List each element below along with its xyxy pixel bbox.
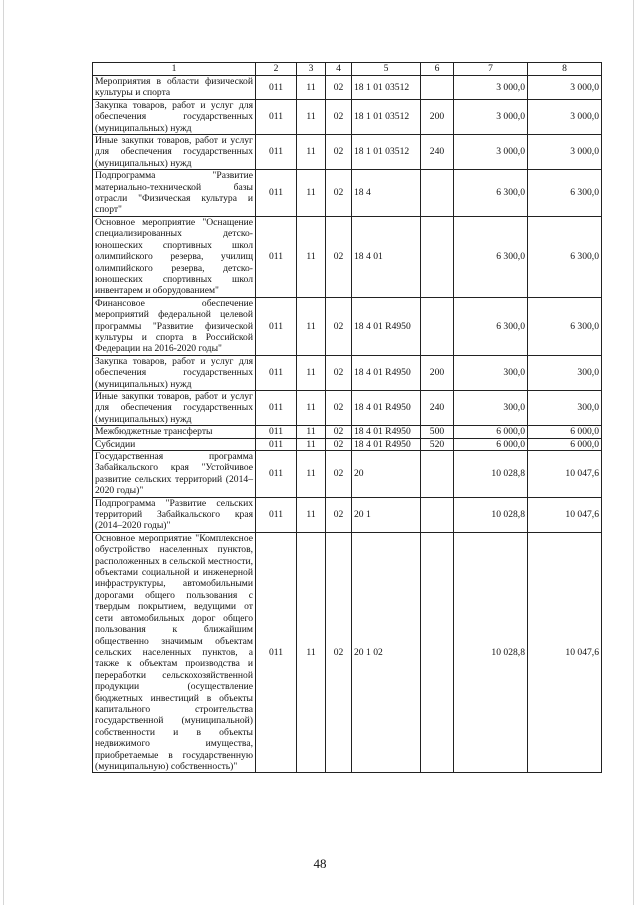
cell-amount-col7: 3 000,0 <box>454 135 528 170</box>
cell-amount-col8: 6 300,0 <box>528 170 602 217</box>
row-name: Иные закупки товаров, работ и услуг для обеспечения государственных (муниципальных) нужд <box>93 390 256 425</box>
cell-admin-code: 011 <box>256 426 297 438</box>
cell-subsection: 02 <box>326 426 352 438</box>
cell-admin-code: 011 <box>256 438 297 450</box>
row-name: Финансовое обеспечение мероприятий федеральной целевой программы "Развитие физической культуры и спорта в Российской Федерации на 2016-2020 годы" <box>93 297 256 355</box>
row-name: Закупка товаров, работ и услуг для обеспечения государственных (муниципальных) нужд <box>93 355 256 390</box>
cell-amount-col8: 6 300,0 <box>528 297 602 355</box>
cell-section: 11 <box>297 390 326 425</box>
table-row <box>93 99 602 134</box>
cell-target-article: 18 1 01 03512 <box>352 99 421 134</box>
cell-expense-type <box>421 170 454 217</box>
cell-amount-col8: 6 000,0 <box>528 426 602 438</box>
cell-amount-col8: 3 000,0 <box>528 99 602 134</box>
cell-target-article: 18 4 01 R4950 <box>352 438 421 450</box>
column-header: 6 <box>421 63 454 76</box>
cell-expense-type <box>421 532 454 773</box>
cell-admin-code: 011 <box>256 451 297 498</box>
cell-target-article: 18 4 01 <box>352 216 421 297</box>
row-name: Подпрограмма "Развитие сельских территорий Забайкальского края (2014–2020 годы)" <box>93 497 256 532</box>
table-row <box>93 497 602 532</box>
table-row <box>93 426 602 438</box>
cell-admin-code: 011 <box>256 76 297 100</box>
cell-amount-col7: 10 028,8 <box>454 532 528 773</box>
cell-target-article: 20 1 <box>352 497 421 532</box>
cell-admin-code: 011 <box>256 390 297 425</box>
cell-subsection: 02 <box>326 438 352 450</box>
cell-admin-code: 011 <box>256 135 297 170</box>
column-header: 4 <box>326 63 352 76</box>
cell-amount-col7: 3 000,0 <box>454 76 528 100</box>
cell-subsection: 02 <box>326 497 352 532</box>
cell-subsection: 02 <box>326 451 352 498</box>
cell-subsection: 02 <box>326 390 352 425</box>
cell-amount-col8: 3 000,0 <box>528 76 602 100</box>
cell-amount-col7: 6 300,0 <box>454 170 528 217</box>
column-header: 7 <box>454 63 528 76</box>
cell-section: 11 <box>297 76 326 100</box>
column-header: 5 <box>352 63 421 76</box>
left-page-edge <box>3 0 4 905</box>
cell-expense-type: 520 <box>421 438 454 450</box>
cell-amount-col7: 6 000,0 <box>454 438 528 450</box>
row-name: Государственная программа Забайкальского края "Устойчивое развитие сельских территорий (2014–2020 годы)" <box>93 451 256 498</box>
cell-amount-col7: 6 300,0 <box>454 297 528 355</box>
cell-amount-col8: 10 047,6 <box>528 532 602 773</box>
cell-expense-type <box>421 216 454 297</box>
table-row <box>93 76 602 100</box>
row-name: Основное мероприятие "Оснащение специализированных детско-юношеских спортивных школ олимпийского резерва, училищ олимпийского резерва, детско-юношеских спортивных школ инвентарем и оборудованием" <box>93 216 256 297</box>
cell-amount-col8: 300,0 <box>528 390 602 425</box>
cell-section: 11 <box>297 438 326 450</box>
cell-section: 11 <box>297 426 326 438</box>
cell-amount-col7: 10 028,8 <box>454 451 528 498</box>
cell-expense-type: 200 <box>421 355 454 390</box>
column-header: 1 <box>93 63 256 76</box>
cell-section: 11 <box>297 497 326 532</box>
table-row <box>93 216 602 297</box>
table-row <box>93 451 602 498</box>
cell-subsection: 02 <box>326 297 352 355</box>
cell-amount-col8: 6 000,0 <box>528 438 602 450</box>
page-number: 48 <box>313 856 327 871</box>
cell-amount-col8: 10 047,6 <box>528 497 602 532</box>
cell-section: 11 <box>297 135 326 170</box>
cell-target-article: 18 4 <box>352 170 421 217</box>
row-name: Межбюджетные трансферты <box>93 426 256 438</box>
cell-admin-code: 011 <box>256 297 297 355</box>
cell-target-article: 18 4 01 R4950 <box>352 426 421 438</box>
cell-amount-col7: 3 000,0 <box>454 99 528 134</box>
cell-admin-code: 011 <box>256 170 297 217</box>
cell-amount-col7: 300,0 <box>454 390 528 425</box>
cell-section: 11 <box>297 355 326 390</box>
cell-section: 11 <box>297 216 326 297</box>
table-row <box>93 390 602 425</box>
row-name: Основное мероприятие "Комплексное обустройство населенных пунктов, расположенных в сельской местности, объектами социальной и инженерной инфраструктуры, автомобильными дорогами общего пользования с твердым покрытием, ведущими от сети автомобильных дорог общего пользования к ближайшим общественно значимым объектам сельских населенных пунктов, а также к объектам производства и переработки сельскохозяйственной продукции (осуществление бюджетных инвестиций в объекты капитального строительства государственной (муниципальной) собственности и в объекты недвижимого имущества, приобретаемые в государственную (муниципальную) собственность)" <box>93 532 256 773</box>
cell-expense-type <box>421 451 454 498</box>
table-row <box>93 532 602 773</box>
cell-target-article: 20 <box>352 451 421 498</box>
cell-amount-col7: 300,0 <box>454 355 528 390</box>
table-row <box>93 135 602 170</box>
column-header: 2 <box>256 63 297 76</box>
cell-subsection: 02 <box>326 355 352 390</box>
cell-target-article: 18 4 01 R4950 <box>352 355 421 390</box>
cell-section: 11 <box>297 451 326 498</box>
cell-amount-col8: 3 000,0 <box>528 135 602 170</box>
column-header: 3 <box>297 63 326 76</box>
cell-target-article: 18 1 01 03512 <box>352 76 421 100</box>
table-row <box>93 297 602 355</box>
table-row <box>93 170 602 217</box>
table-row <box>93 438 602 450</box>
cell-subsection: 02 <box>326 532 352 773</box>
cell-expense-type: 200 <box>421 99 454 134</box>
cell-expense-type <box>421 497 454 532</box>
cell-amount-col8: 10 047,6 <box>528 451 602 498</box>
cell-target-article: 18 1 01 03512 <box>352 135 421 170</box>
cell-admin-code: 011 <box>256 216 297 297</box>
cell-target-article: 18 4 01 R4950 <box>352 297 421 355</box>
cell-admin-code: 011 <box>256 532 297 773</box>
row-name: Иные закупки товаров, работ и услуг для обеспечения государственных (муниципальных) нужд <box>93 135 256 170</box>
table-header-row <box>93 63 602 76</box>
cell-expense-type: 240 <box>421 390 454 425</box>
cell-expense-type <box>421 297 454 355</box>
row-name: Подпрограмма "Развитие материально-технической базы отрасли "Физическая культура и спорт" <box>93 170 256 217</box>
budget-table <box>92 62 602 773</box>
cell-amount-col8: 300,0 <box>528 355 602 390</box>
cell-admin-code: 011 <box>256 99 297 134</box>
cell-section: 11 <box>297 99 326 134</box>
column-header: 8 <box>528 63 602 76</box>
row-name: Субсидии <box>93 438 256 450</box>
cell-amount-col7: 6 000,0 <box>454 426 528 438</box>
cell-expense-type <box>421 76 454 100</box>
cell-amount-col8: 6 300,0 <box>528 216 602 297</box>
cell-subsection: 02 <box>326 135 352 170</box>
cell-subsection: 02 <box>326 76 352 100</box>
cell-admin-code: 011 <box>256 497 297 532</box>
row-name: Закупка товаров, работ и услуг для обеспечения государственных (муниципальных) нужд <box>93 99 256 134</box>
cell-section: 11 <box>297 170 326 217</box>
cell-amount-col7: 6 300,0 <box>454 216 528 297</box>
cell-admin-code: 011 <box>256 355 297 390</box>
row-name: Мероприятия в области физической культуры и спорта <box>93 76 256 100</box>
cell-target-article: 20 1 02 <box>352 532 421 773</box>
cell-subsection: 02 <box>326 216 352 297</box>
table-row <box>93 355 602 390</box>
cell-section: 11 <box>297 532 326 773</box>
cell-expense-type: 240 <box>421 135 454 170</box>
cell-amount-col7: 10 028,8 <box>454 497 528 532</box>
cell-section: 11 <box>297 297 326 355</box>
cell-target-article: 18 4 01 R4950 <box>352 390 421 425</box>
right-page-edge <box>633 0 634 905</box>
cell-subsection: 02 <box>326 170 352 217</box>
cell-subsection: 02 <box>326 99 352 134</box>
cell-expense-type: 500 <box>421 426 454 438</box>
